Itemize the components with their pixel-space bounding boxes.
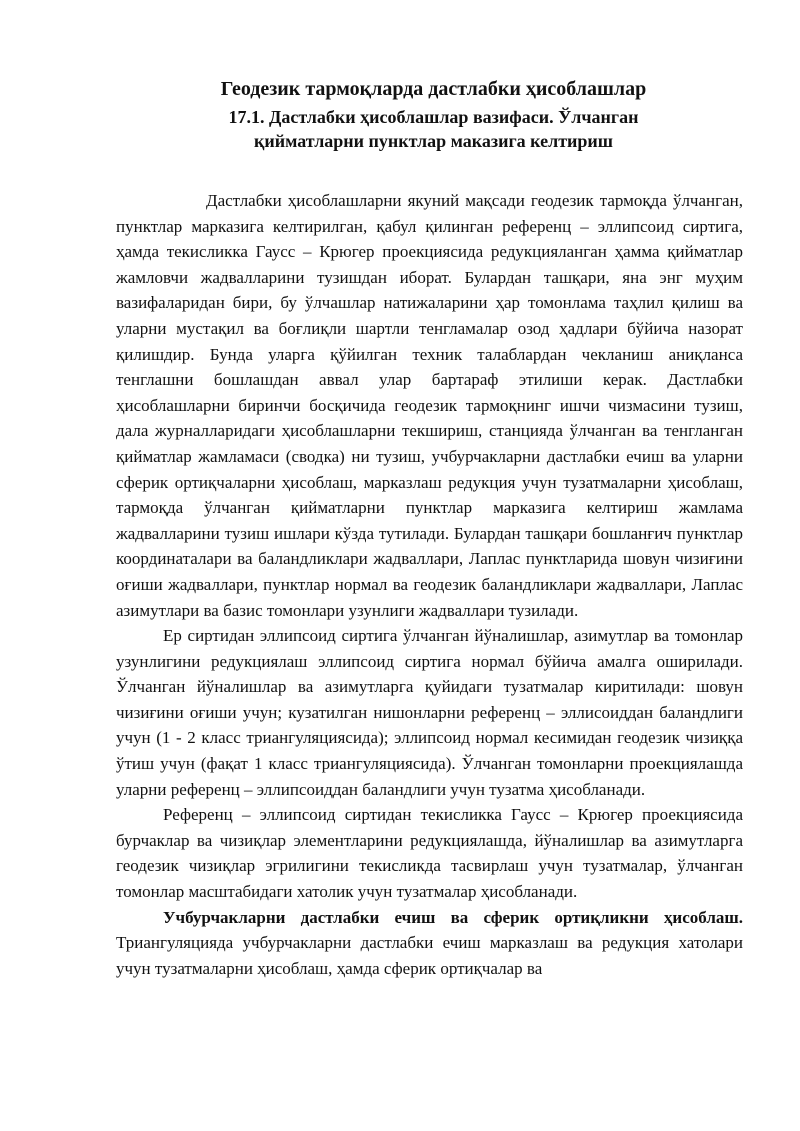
paragraph-4 — [116, 905, 743, 982]
section-heading-line-1: 17.1. Дастлабки ҳисоблашлар вазифаси. Ўлчанган — [228, 107, 639, 127]
paragraph-2: Ер сиртидан эллипсоид сиртига ўлчанган йўналишлар, азимутлар ва томонлар узунлигини редукциялаш эллипсоид сиртига нормал бўйича амалга оширилади. Ўлчанган йўналишлар ва азимутларга қуйидаги тузатмалар киритилади: шовун чизиғини оғиши учун; кузатилган нишонларни референц – эллисоиддан баландлиги учун (1 - 2 класс триангуляциясида); эллипсоид нормал кесимидан геодезик чизиққа ўтиш учун (фақат 1 класс триангуляциясида). Ўлчанган томонларни проекциялашда уларни референц – эллипсоиддан баландлиги учун тузатма ҳисобланади. — [116, 626, 743, 799]
paragraph-4-heading: Учбурчакларни дастлабки ечиш ва сферик ортиқликни ҳисоблаш. — [163, 907, 743, 927]
section-heading — [116, 105, 743, 153]
body-text — [116, 188, 743, 981]
paragraph-3: Референц – эллипсоид сиртидан текисликка Гаусс – Крюгер проекциясида бурчаклар ва чизиқлар элементларини редукциялашда, йўналишлар ва азимутларга геодезик чизиқлар эгрилигини текисликда тасвирлаш учун тузатмалар, ўлчанган томонлар масштабидаги хатолик учун тузатмалар ҳисобланади. — [116, 805, 743, 902]
paragraph-1: Дастлабки ҳисоблашларни якуний мақсади геодезик тармоқда ўлчанган, пунктлар марказига келтирилган, қабул қилинган референц – эллипсоид сиртига, ҳамда текисликка Гаусс – Крюгер проекциясида редукцияланган ҳамма қийматлар жамловчи жадвалларини тузишдан иборат. Булардан ташқари, яна энг муҳим вазифаларидан бири, бу ўлчашлар натижаларини ҳар томонлама таҳлил қилиш ва уларни мустақил ва боғлиқли шартли тенгламалар озод ҳадлари бўйича назорат қилишдир. Бунда уларга қўйилган техник талаблардан чекланиш аниқланса тенглашни бошлашдан аввал улар бартараф этилиши керак. Дастлабки ҳисоблашларни биринчи босқичида геодезик тармоқнинг ишчи чизмасини тузиш, дала журналларидаги ҳисоблашларни текшириш, станцияда ўлчанган ва тенгланган қийматлар жамламаси (сводка) ни тузиш, учбурчакларни дастлабки ечиш ва уларни сферик ортиқчаларни ҳисоблаш, марказлаш редукция учун тузатмаларни ҳисоблаш, тармоқда ўлчанган қийматларни пунктлар марказига келтириш жамлама жадвалларини тузиш ишлари кўзда тутилади. Булардан ташқари бошланғич пунктлар координаталари ва баландликлари жадваллари, Лаплас пунктларида шовун чизиғини оғиши жадваллари, пунктлар нормал ва геодезик баландликлари жадваллари, Лаплас азимутлари ва базис томонлари узунлиги жадваллари тузилади. — [116, 191, 743, 620]
page-title: Геодезик тармоқларда дастлабки ҳисоблашлар — [220, 78, 647, 100]
paragraph-4-text: Триангуляцияда учбурчакларни дастлабки ечиш марказлаш ва редукция хатолари учун тузатмаларни ҳисоблаш, ҳамда сферик ортиқчалар ва — [116, 933, 743, 978]
section-heading-line-2: қийматларни пунктлар маказига келтириш — [254, 131, 613, 151]
